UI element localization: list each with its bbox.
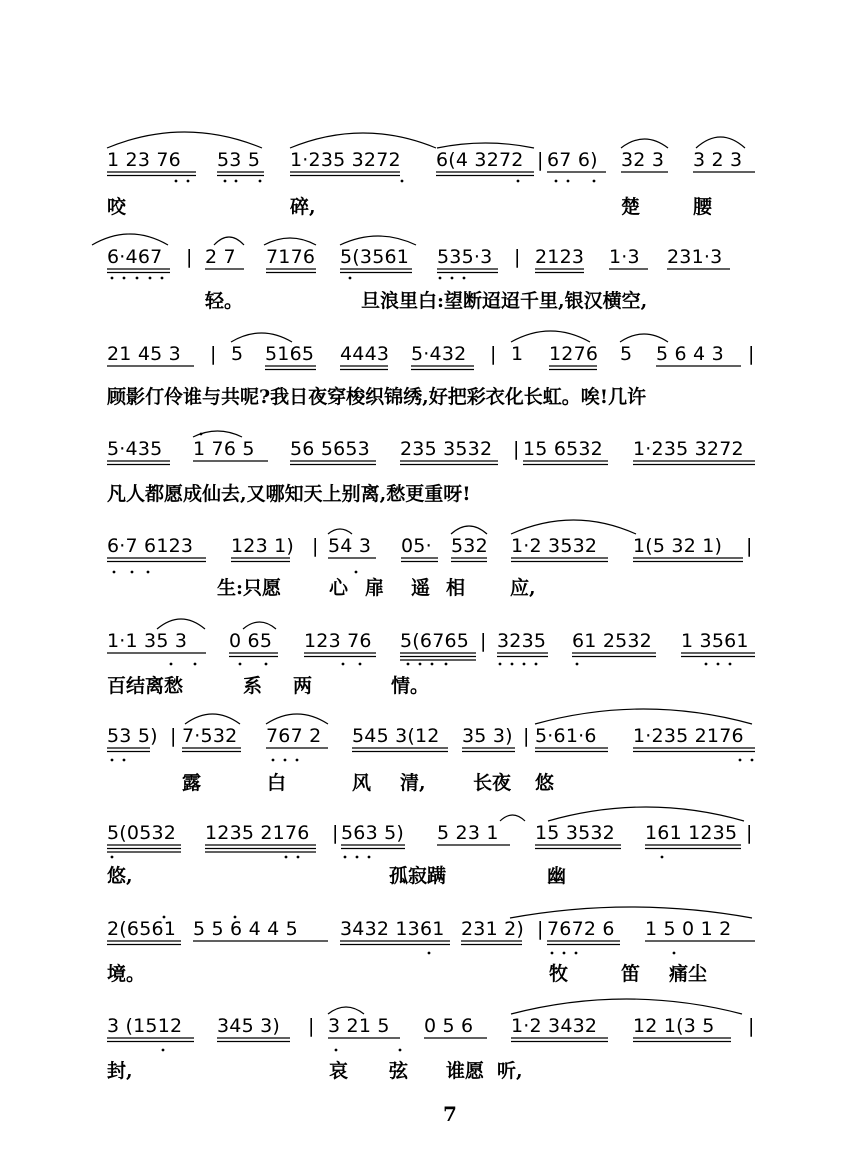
octave-dot <box>535 663 538 666</box>
note-group: 56 5653 <box>290 438 370 460</box>
note-group: 6·7 6123 <box>107 535 194 557</box>
octave-dot <box>149 277 152 280</box>
note-group: 5(0532 <box>107 822 177 844</box>
octave-dot <box>161 277 164 280</box>
slur-arc <box>340 236 416 245</box>
octave-dot <box>567 180 570 183</box>
slur-arc <box>328 1007 364 1014</box>
octave-dot <box>200 433 203 436</box>
octave-dot <box>717 663 720 666</box>
lyric-text: 谁愿 <box>446 1060 485 1082</box>
barline: | <box>748 343 755 365</box>
octave-dot <box>194 663 197 666</box>
lyric-text: 碎, <box>290 196 316 218</box>
octave-dot <box>445 663 448 666</box>
lyric-text: 痛尘 <box>669 963 708 985</box>
octave-dot <box>355 571 358 574</box>
lyric-text: 生:只愿 <box>217 577 282 599</box>
note-group: 3 21 5 <box>328 1015 390 1037</box>
lyric-text: 清, <box>400 772 426 794</box>
note-group: 3 (1512 <box>107 1015 183 1037</box>
note-group: 61 2532 <box>572 630 652 652</box>
lyric-text: 凡人都愿成仙去,又哪知天上别离,愁更重呀! <box>107 483 471 505</box>
note-group: 0 5 6 <box>424 1015 474 1037</box>
note-group: 15 3532 <box>535 822 615 844</box>
note-group: 1·235 3272 <box>290 149 401 171</box>
note-group: 4443 <box>340 343 390 365</box>
lyric-text: 百结离愁 <box>107 675 184 697</box>
note-group: 231·3 <box>667 246 723 268</box>
lyric-text: 白 <box>267 772 287 794</box>
octave-dot <box>739 759 742 762</box>
slur-arc <box>193 431 242 437</box>
slur-arc <box>231 333 292 342</box>
slur-arc <box>185 714 240 724</box>
note-group: 345 3) <box>217 1015 281 1037</box>
lyric-text: 听, <box>497 1060 523 1082</box>
note-group: 5 <box>620 343 633 365</box>
page-number: 7 <box>443 1102 457 1126</box>
note-group: 535·3 <box>437 246 493 268</box>
note-group: 05· <box>401 535 432 557</box>
slur-arc <box>510 907 752 918</box>
slur-arc <box>535 709 752 724</box>
note-group: 67 6) <box>547 149 598 171</box>
octave-dot <box>499 663 502 666</box>
lyric-text: 悠, <box>107 865 133 887</box>
note-group: 161 1235 <box>645 822 738 844</box>
slur-arc <box>264 238 316 245</box>
barline: | <box>537 149 544 171</box>
note-group: 235 3532 <box>400 438 493 460</box>
octave-dot <box>523 663 526 666</box>
octave-dot <box>342 663 345 666</box>
octave-dot <box>451 277 454 280</box>
octave-dot <box>131 571 134 574</box>
slur-arc <box>511 520 636 534</box>
slur-arc <box>92 234 168 245</box>
lyric-text: 相 <box>446 577 466 599</box>
slur-arc <box>266 714 328 724</box>
note-group: 5·61·6 <box>535 725 597 747</box>
note-group: 1·2 3532 <box>511 535 598 557</box>
octave-dot <box>419 663 422 666</box>
lyric-text: 旦浪里白:望断迢迢千里,银汉横空, <box>361 290 648 312</box>
lyric-text: 牧 <box>549 963 569 985</box>
octave-dot <box>555 180 558 183</box>
note-group: 15 6532 <box>523 438 603 460</box>
note-group: 2(6561 <box>107 918 177 940</box>
note-group: 6·467 <box>107 246 163 268</box>
octave-dot <box>136 277 139 280</box>
note-group: 5 6 4 3 <box>656 343 724 365</box>
octave-dot <box>463 277 466 280</box>
note-group: 53 5) <box>107 725 158 747</box>
note-group: 1 23 76 <box>107 149 181 171</box>
lyric-text: 顾影仃伶谁与共呢?我日夜穿梭织锦绣,好把彩衣化长虹。唉!几许 <box>107 386 647 408</box>
octave-dot <box>575 952 578 955</box>
octave-dot <box>407 663 410 666</box>
octave-dot <box>673 952 676 955</box>
note-group: 5(6765 <box>400 630 470 652</box>
octave-dot <box>235 180 238 183</box>
lyric-text: 情。 <box>391 675 430 697</box>
octave-dot <box>359 663 362 666</box>
octave-dot <box>175 180 178 183</box>
octave-dot <box>123 759 126 762</box>
slur-arc <box>620 334 668 342</box>
note-group: 5 5 6 4 4 5 <box>193 918 298 940</box>
lyric-text: 幽 <box>547 865 567 887</box>
octave-dot <box>661 856 664 859</box>
octave-dot <box>285 856 288 859</box>
barline: | <box>490 343 497 365</box>
octave-dot <box>751 759 754 762</box>
octave-dot <box>368 856 371 859</box>
lyric-text: 悠 <box>535 772 555 794</box>
octave-dot <box>170 663 173 666</box>
octave-dot <box>401 180 404 183</box>
octave-dot <box>147 571 150 574</box>
barline: | <box>186 246 193 268</box>
slur-arc <box>511 331 590 342</box>
octave-dot <box>113 571 116 574</box>
octave-dot <box>428 952 431 955</box>
barline: | <box>210 343 217 365</box>
lyric-text: 遥 <box>411 577 431 599</box>
slur-arc <box>214 237 244 245</box>
slur-arc <box>548 807 744 821</box>
lyric-text: 封, <box>107 1060 133 1082</box>
barline: | <box>748 1015 755 1037</box>
slur-arc <box>437 143 534 148</box>
slur-arc <box>500 815 525 821</box>
note-group: 1·235 2176 <box>633 725 744 747</box>
note-group: 1235 2176 <box>205 822 310 844</box>
note-group: 3235 <box>497 630 547 652</box>
lyric-text: 楚 <box>621 196 641 218</box>
octave-dot <box>399 1049 402 1052</box>
note-group: 1·235 3272 <box>633 438 744 460</box>
note-group: 1(5 32 1) <box>633 535 723 557</box>
note-group: 2 7 <box>205 246 236 268</box>
lyric-text: 孤寂蹒 <box>389 865 447 887</box>
lyric-text: 弦 <box>389 1060 409 1082</box>
slur-arc <box>451 526 487 534</box>
octave-dot <box>576 663 579 666</box>
slur-arc <box>290 133 436 148</box>
barline: | <box>523 725 530 747</box>
barline: | <box>308 1015 315 1037</box>
barline: | <box>480 630 487 652</box>
note-group: 12 1(3 5 <box>633 1015 715 1037</box>
octave-dot <box>111 856 114 859</box>
slur-arc <box>107 132 262 148</box>
note-group: 2123 <box>535 246 585 268</box>
lyric-text: 系 <box>243 675 263 697</box>
lyric-text: 心 <box>329 577 349 599</box>
note-group: 7·532 <box>182 725 238 747</box>
note-group: 35 3) <box>462 725 513 747</box>
note-group: 54 3 <box>328 535 372 557</box>
note-group: 1·2 3432 <box>511 1015 598 1037</box>
octave-dot <box>729 663 732 666</box>
octave-dot <box>593 180 596 183</box>
octave-dot <box>265 663 268 666</box>
octave-dot <box>259 180 262 183</box>
note-group: 1 <box>511 343 524 365</box>
octave-dot <box>551 952 554 955</box>
barline: | <box>746 535 753 557</box>
lyric-text: 境。 <box>107 963 146 985</box>
octave-dot <box>705 663 708 666</box>
note-group: 53 5 <box>217 149 261 171</box>
lyric-row-10 <box>0 1060 523 1156</box>
slur-arc <box>328 529 352 534</box>
octave-dot <box>187 180 190 183</box>
note-group: 1276 <box>549 343 599 365</box>
note-group: 21 45 3 <box>107 343 181 365</box>
barline: | <box>513 438 520 460</box>
octave-dot <box>349 277 352 280</box>
note-group: 5(3561 <box>340 246 410 268</box>
octave-dot <box>111 759 114 762</box>
octave-dot <box>296 759 299 762</box>
note-group: 1·1 35 3 <box>107 630 188 652</box>
slur-arc <box>511 999 742 1014</box>
slur-arc <box>243 622 276 629</box>
note-group: 123 1) <box>231 535 295 557</box>
octave-dot <box>123 277 126 280</box>
note-group: 7672 6 <box>547 918 615 940</box>
octave-dot <box>439 277 442 280</box>
lyric-text: 咬 <box>107 196 127 218</box>
octave-dot <box>335 1049 338 1052</box>
note-group: 5·432 <box>411 343 467 365</box>
octave-dot <box>284 759 287 762</box>
lyric-text: 风 <box>352 772 372 794</box>
lyric-text: 笛 <box>621 963 641 985</box>
slur-arc <box>621 139 668 148</box>
note-group: 3432 1361 <box>340 918 445 940</box>
lyric-text: 轻。 <box>205 290 244 312</box>
note-group: 1 3561 <box>681 630 749 652</box>
octave-dot <box>344 856 347 859</box>
note-group: 123 76 <box>304 630 372 652</box>
barline: | <box>537 918 544 940</box>
octave-dot <box>511 663 514 666</box>
octave-dot <box>162 1049 165 1052</box>
lyric-text: 哀 <box>329 1060 349 1082</box>
octave-dot <box>224 180 227 183</box>
octave-dot <box>431 663 434 666</box>
note-group: 1 5 0 1 2 <box>645 918 732 940</box>
octave-dot <box>239 663 242 666</box>
slur-arc <box>696 137 745 148</box>
barline: | <box>170 725 177 747</box>
note-group: 0 65 <box>229 630 273 652</box>
note-group: 6(4 3272 <box>436 149 524 171</box>
note-group: 1·3 <box>609 246 640 268</box>
note-group: 231 2) <box>461 918 525 940</box>
slur-arc <box>157 619 205 629</box>
note-group: 767 2 <box>266 725 322 747</box>
note-group: 7176 <box>266 246 316 268</box>
barline: | <box>746 822 753 844</box>
octave-dot <box>517 180 520 183</box>
lyric-text: 腰 <box>693 196 713 218</box>
note-group: 5 <box>231 343 244 365</box>
lyric-text: 露 <box>182 772 202 794</box>
note-group: 3 2 3 <box>693 149 743 171</box>
note-group: 1 76 5 <box>193 438 255 460</box>
octave-dot <box>297 856 300 859</box>
note-group: 563 5) <box>341 822 405 844</box>
lyric-text: 长夜 <box>473 772 512 794</box>
note-group: 545 3(12 <box>352 725 440 747</box>
octave-dot <box>563 952 566 955</box>
note-group: 532 <box>451 535 488 557</box>
octave-dot <box>356 856 359 859</box>
note-group: 5 23 1 <box>437 822 499 844</box>
lyric-text: 扉 <box>365 577 385 599</box>
note-group: 5165 <box>265 343 315 365</box>
barline: | <box>514 246 521 268</box>
barline: | <box>312 535 319 557</box>
barline: | <box>332 822 339 844</box>
octave-dot <box>272 759 275 762</box>
note-group: 32 3 <box>621 149 665 171</box>
octave-dot <box>111 277 114 280</box>
lyric-text: 应, <box>510 577 536 599</box>
note-group: 5·435 <box>107 438 163 460</box>
lyric-text: 两 <box>293 675 313 697</box>
